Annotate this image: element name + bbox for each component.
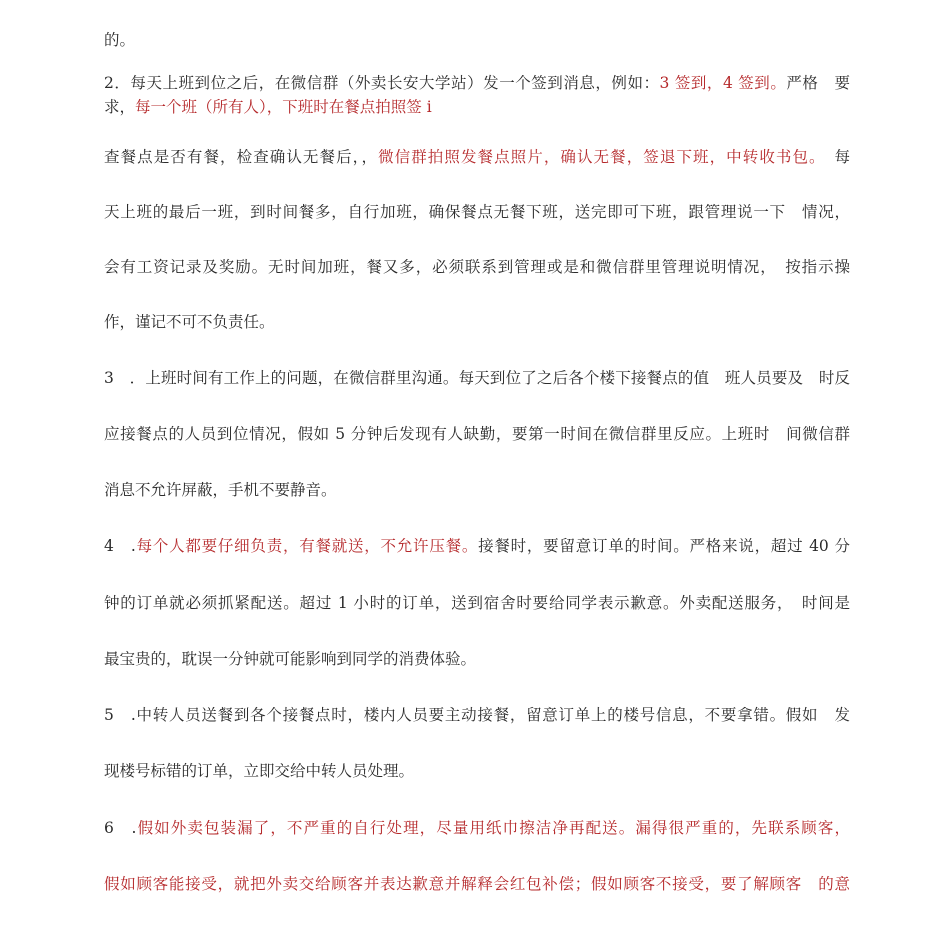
text-line — [104, 367, 850, 389]
text-segment: 5 .中转人员送餐到各个接餐点时，楼内人员要主动接餐，留意订单上的楼号信息，不要拿错。假如 发 — [104, 706, 850, 724]
text-segment: 最宝贵的，耽误一分钟就可能影响到同学的消费体验。 — [104, 650, 477, 668]
text-segment: 应接餐点的人员到位情况，假如 5 分钟后发现有人缺勤，要第一时间在微信群里反应。上班时 间微信群 — [104, 425, 850, 443]
text-segment: 钟的订单就必须抓紧配送。超过 1 小时的订单，送到宿舍时要给同学表示歉意。外卖配送服务， 时间是 — [104, 594, 850, 612]
text-line — [104, 146, 850, 168]
highlighted-text: 3 签到，4 签到。 — [659, 74, 787, 92]
text-segment: 4 . — [104, 537, 136, 555]
text-line — [104, 479, 850, 501]
text-line — [104, 648, 850, 670]
text-line — [104, 704, 850, 726]
text-line — [104, 760, 850, 782]
highlighted-text: 每个人都要仔细负责，有餐就送，不允许压餐。 — [135, 537, 479, 555]
text-segment: 接餐时，要留意订单的时间。严格来说，超过 40 分 — [478, 537, 850, 555]
text-line — [104, 311, 850, 333]
text-segment: 每 — [817, 148, 850, 166]
text-line — [104, 72, 850, 94]
highlighted-text: 假如外卖包装漏了，不严重的自行处理，尽量用纸巾擦洁净再配送。漏得很严重的，先联系顾客， — [136, 819, 850, 837]
text-segment: 6 . — [104, 819, 137, 837]
text-segment: 作，谨记不可不负责任。 — [104, 313, 275, 331]
text-line — [104, 201, 850, 223]
text-line — [104, 29, 850, 51]
text-segment: 的。 — [104, 31, 136, 49]
text-line — [104, 873, 850, 895]
text-line — [104, 817, 850, 839]
highlighted-text: 每一个班（所有人），下班时在餐点拍照签 i — [135, 98, 432, 116]
text-line — [104, 256, 850, 278]
text-line — [104, 96, 850, 118]
text-line — [104, 535, 850, 557]
text-segment: 会有工资记录及奖励。无时间加班，餐又多，必须联系到管理或是和微信群里管理说明情况， 按指示操 — [104, 258, 850, 276]
text-segment: 3 ．上班时间有工作上的问题，在微信群里沟通。每天到位了之后各个楼下接餐点的值 班人员要及 时反 — [104, 369, 850, 387]
text-segment: 现楼号标错的订单，立即交给中转人员处理。 — [104, 762, 415, 780]
highlighted-text: 微信群拍照发餐点照片，确认无餐，签退下班，中转收书包。 — [378, 148, 818, 166]
text-segment: 查餐点是否有餐，检查确认无餐后，， — [104, 148, 379, 166]
text-segment: 天上班的最后一班，到时间餐多，自行加班，确保餐点无餐下班，送完即可下班，跟管理说一下 情况， — [104, 203, 850, 221]
text-segment: 2．每天上班到位之后，在微信群（外卖长安大学站）发一个签到消息，例如： — [104, 74, 660, 92]
highlighted-text: 假如顾客能接受，就把外卖交给顾客并表达歉意并解释会红包补偿；假如顾客不接受，要了解顾客 的意 — [104, 875, 850, 893]
text-line — [104, 423, 850, 445]
text-segment: 严格 要 — [786, 74, 850, 92]
text-segment: 求， — [104, 98, 136, 116]
text-line — [104, 592, 850, 614]
text-segment: 消息不允许屏蔽，手机不要静音。 — [104, 481, 337, 499]
